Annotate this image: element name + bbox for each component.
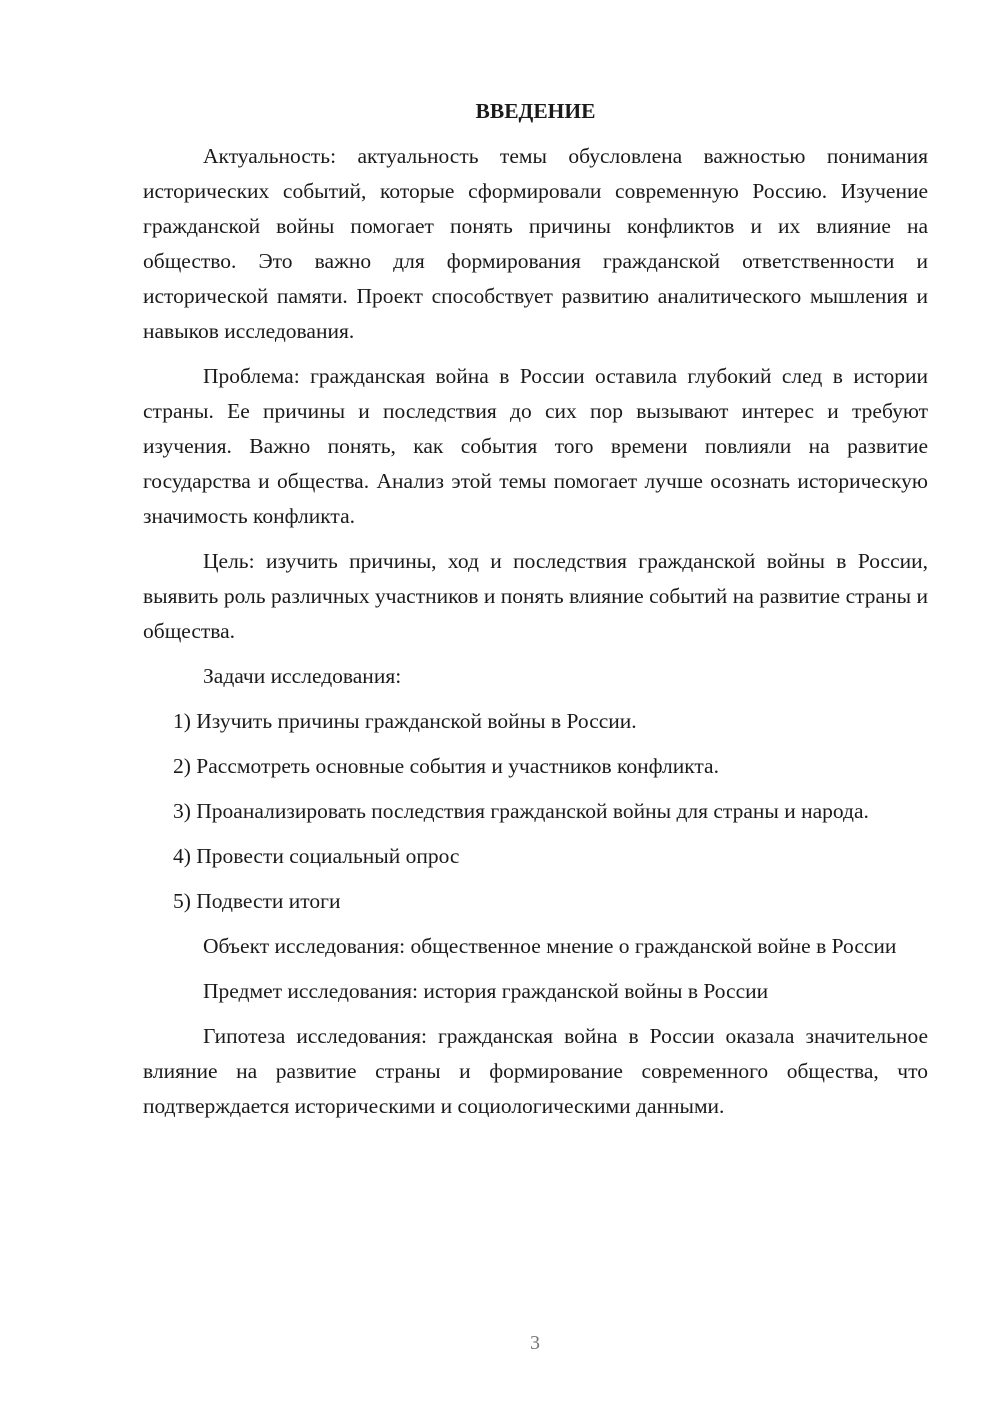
goal-paragraph: Цель: изучить причины, ход и последствия гражданской войны в России, выявить роль различных участников и понять влияние событий на развитие страны и общества. (143, 549, 928, 643)
relevance-paragraph: Актуальность: актуальность темы обусловлена важностью понимания исторических событий, которые сформировали современную Россию. Изучение гражданской войны помогает понять причины конфликтов и их влияние на общество. Это важно для формирования гражданской ответственности и исторической памяти. Проект способствует развитию аналитического мышления и навыков исследования. (143, 144, 928, 343)
object-paragraph: Объект исследования: общественное мнение о гражданской войне в России (203, 934, 897, 958)
problem-paragraph: Проблема: гражданская война в России оставила глубокий след в истории страны. Ее причины и последствия до сих пор вызывают интерес и требуют изучения. Важно понять, как события того времени повлияли на развитие государства и общества. Анализ этой темы помогает лучше осознать историческую значимость конфликта. (143, 364, 928, 528)
page-content (143, 94, 928, 1134)
section-title: ВВЕДЕНИЕ (475, 99, 596, 123)
page-number: 3 (530, 1332, 540, 1354)
task-item: 3) Проанализировать последствия гражданской войны для страны и народа. (173, 799, 869, 823)
task-item: 2) Рассмотреть основные события и участников конфликта. (173, 754, 719, 778)
tasks-heading: Задачи исследования: (203, 664, 402, 688)
task-item: 1) Изучить причины гражданской войны в России. (173, 709, 637, 733)
hypothesis-paragraph: Гипотеза исследования: гражданская война в России оказала значительное влияние на развитие страны и формирование современного общества, что подтверждается историческими и социологическими данными. (143, 1024, 928, 1118)
task-item: 4) Провести социальный опрос (173, 844, 460, 868)
task-item: 5) Подвести итоги (173, 889, 341, 913)
subject-paragraph: Предмет исследования: история гражданской войны в России (203, 979, 769, 1003)
